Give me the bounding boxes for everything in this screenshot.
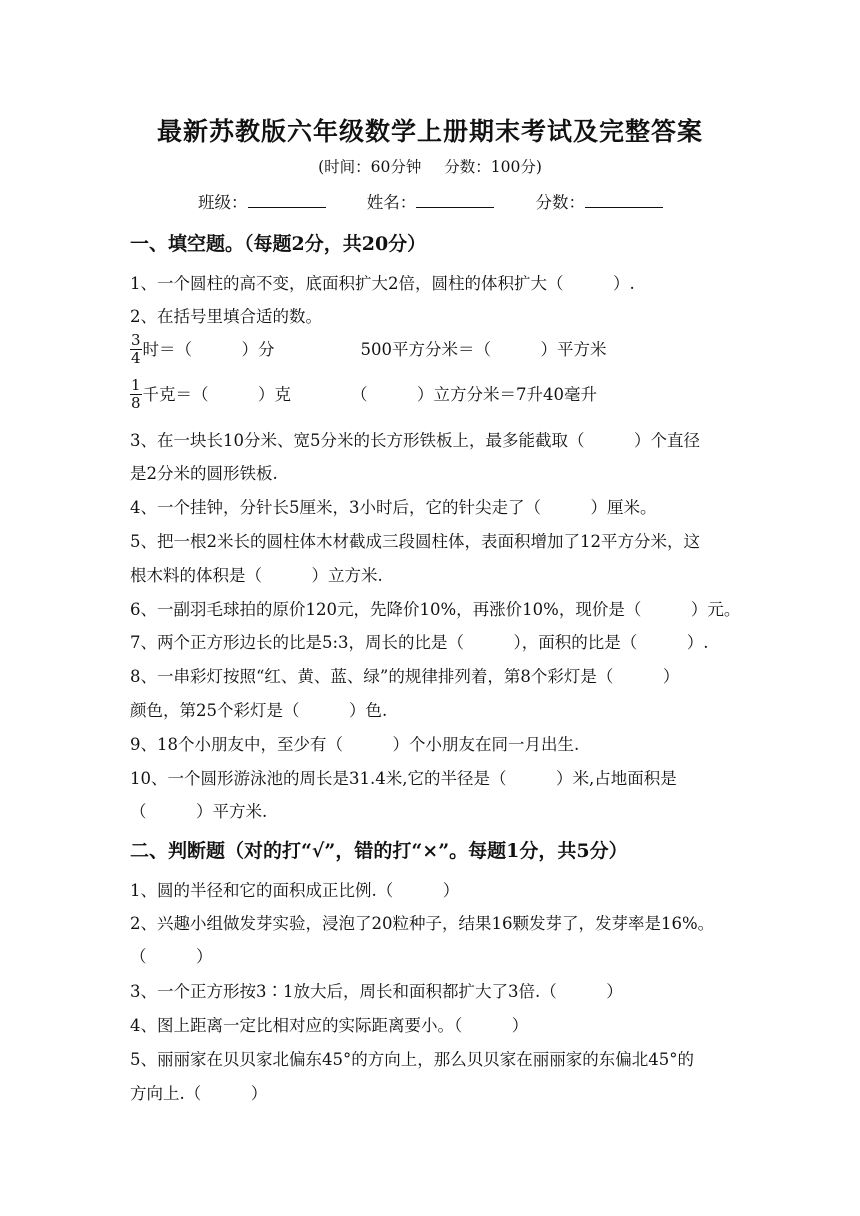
s2-question-5: 5、丽丽家在贝贝家北偏东45°的方向上，那么贝贝家在丽丽家的东偏北45°的 — [130, 1050, 694, 1069]
s1-question-2-row-2 — [130, 378, 597, 413]
name-blank — [416, 192, 494, 208]
s1-question-2: 2、在括号里填合适的数。 — [130, 307, 322, 326]
s1-question-5-cont: 根木料的体积是（ ）立方米. — [130, 566, 383, 585]
score-blank — [585, 192, 663, 208]
name-label: 姓名： — [366, 193, 417, 212]
time-limit: (时间：60分钟 — [318, 158, 422, 176]
s2-question-2: 2、兴趣小组做发芽实验，浸泡了20粒种子，结果16颗发芽了，发芽率是16%。 — [130, 914, 715, 933]
fraction-numerator: 3 — [131, 331, 141, 349]
s1-question-8: 8、一串彩灯按照“红、黄、蓝、绿”的规律排列着，第8个彩灯是（ ） — [130, 667, 680, 686]
s2-question-5-cont: 方向上.（ ） — [130, 1084, 268, 1103]
s1-question-3-cont: 是2分米的圆形铁板. — [130, 464, 278, 483]
s1-question-1: 1、一个圆柱的高不变，底面积扩大2倍，圆柱的体积扩大（ ）. — [130, 274, 635, 293]
class-blank — [248, 192, 326, 208]
s1-question-8-cont: 颜色，第25个彩灯是（ ）色. — [130, 701, 388, 720]
section2-heading: 二、判断题（对的打“√”，错的打“×”。每题1分，共5分） — [130, 840, 628, 862]
fraction-numerator: 1 — [131, 376, 141, 394]
s1-question-6: 6、一副羽毛球拍的原价120元，先降价10%，再涨价10%，现价是（ ）元。 — [130, 600, 741, 619]
fraction-denominator: 8 — [131, 394, 141, 412]
s2-question-2-cont: （ ） — [130, 947, 213, 966]
q2-row2-right: （ ）立方分米＝7升40毫升 — [351, 385, 598, 404]
s1-question-3: 3、在一块长10分米、宽5分米的长方形铁板上，最多能截取（ ）个直径 — [130, 431, 700, 450]
s1-question-9: 9、18个小朋友中，至少有（ ）个小朋友在同一月出生. — [130, 735, 580, 754]
class-label: 班级： — [198, 193, 248, 212]
s2-question-1: 1、圆的半径和它的面积成正比例.（ ） — [130, 881, 460, 900]
exam-meta — [0, 155, 860, 177]
fraction — [130, 332, 142, 367]
score-label: 分数： — [535, 193, 585, 212]
q2-row2-left: 千克＝（ ）克 — [142, 385, 292, 404]
s1-question-5: 5、把一根2米长的圆柱体木材截成三段圆柱体，表面积增加了12平方分米，这 — [130, 532, 700, 551]
s1-question-10-cont: （ ）平方米. — [130, 802, 268, 821]
page-title: 最新苏教版六年级数学上册期末考试及完整答案 — [156, 117, 703, 146]
fraction — [130, 377, 142, 412]
s1-question-7: 7、两个正方形边长的比是5:3，周长的比是（ ），面积的比是（ ）. — [130, 633, 709, 652]
student-info-row — [198, 189, 699, 213]
s2-question-4: 4、图上距离一定比相对应的实际距离要小。（ ） — [130, 1016, 529, 1035]
s1-question-2-row-1 — [130, 333, 607, 368]
total-score: 分数：100分) — [444, 158, 542, 176]
fraction-denominator: 4 — [131, 349, 141, 367]
q2-row1-left: 时＝（ ）分 — [142, 340, 275, 359]
s1-question-10: 10、一个圆形游泳池的周长是31.4米,它的半径是（ ）米,占地面积是 — [130, 769, 677, 788]
q2-row1-right: 500平方分米＝（ ）平方米 — [360, 340, 607, 359]
s1-question-4: 4、一个挂钟，分针长5厘米，3小时后，它的针尖走了（ ）厘米。 — [130, 498, 657, 517]
section1-heading: 一、填空题。（每题2分，共20分） — [130, 233, 427, 255]
s2-question-3: 3、一个正方形按3∶1放大后，周长和面积都扩大了3倍.（ ） — [130, 982, 623, 1001]
